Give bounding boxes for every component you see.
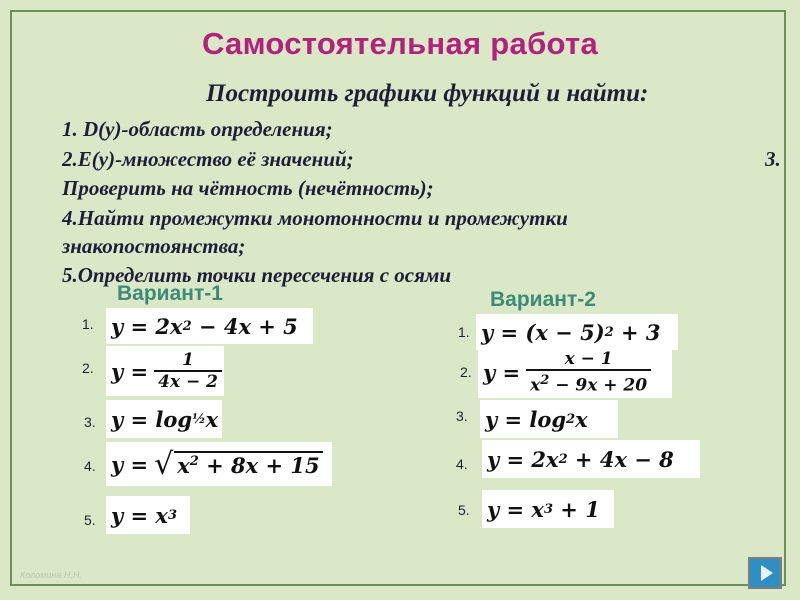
v1-formula-1: y = 2x 2 − 4x + 5: [106, 308, 313, 344]
v2-item-4-number: 4.: [456, 456, 468, 472]
v1-item-2-number: 2.: [82, 360, 94, 376]
v1-item-1-number: 1.: [82, 316, 94, 332]
v1-item-3-number: 3.: [84, 414, 96, 430]
v1-formula-4: y = √ $x^2 + 8x + 15$: [106, 442, 332, 486]
task-line-6: 5.Определить точки пересечения с осями: [62, 263, 452, 287]
task-line-3: Проверить на чётность (нечётность);: [62, 176, 434, 200]
slide-title: Самостоятельная работа: [201, 26, 599, 61]
next-slide-button[interactable]: [748, 557, 782, 589]
task-line-4: 4.Найти промежутки монотонности и промежутки: [62, 206, 568, 230]
task-line-5: знакопостоянства;: [62, 234, 246, 258]
v2-formula-3: y = log 2 x: [480, 400, 618, 438]
task-line-1: 1. D(y)-область определения;: [62, 117, 333, 141]
v1-formula-5: y = x 3: [106, 496, 190, 534]
v2-item-5-number: 5.: [458, 502, 470, 518]
v2-item-2-number: 2.: [460, 364, 472, 380]
v1-formula-2: y = $\frac{1}{4x - 2}$: [106, 346, 224, 396]
v1-item-4-number: 4.: [84, 458, 96, 474]
v2-formula-2: y = $\frac{x - 1}{x^2 - 9x + 20}$: [478, 346, 672, 398]
variant-2-label: Вариант-2: [490, 288, 596, 311]
v2-item-3-number: 3.: [456, 408, 468, 424]
author-watermark: Коломина Н.Н.: [20, 570, 82, 580]
task-line-2: 2.E(y)-множество её значений;: [62, 147, 354, 171]
task-line-2-number: 3.: [765, 147, 781, 171]
v1-item-5-number: 5.: [84, 512, 96, 528]
next-slide-icon: [761, 565, 773, 581]
v1-formula-3: y = log ½ x: [106, 400, 222, 438]
subtitle: Построить графики функций и найти:: [206, 80, 649, 107]
v2-item-1-number: 1.: [458, 324, 470, 340]
v2-formula-1: y = (x − 5) 2 + 3: [476, 314, 678, 350]
variant-1-label: Вариант-1: [117, 282, 223, 305]
v2-formula-4: y = 2x 2 + 4x − 8: [482, 440, 700, 478]
v2-formula-5: y = x 3 + 1: [482, 490, 614, 528]
